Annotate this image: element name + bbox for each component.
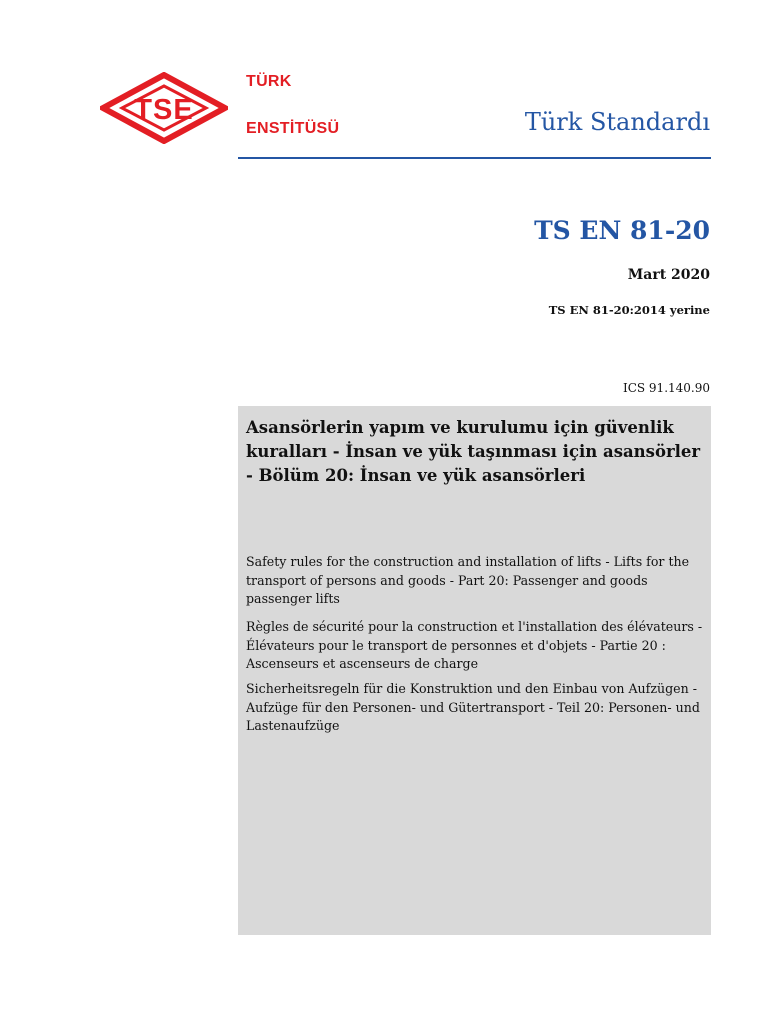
org-name-line2: ENSTİTÜSÜ xyxy=(246,120,340,137)
ics-code: ICS 91.140.90 xyxy=(622,381,710,395)
title-turkish: Asansörlerin yapım ve kurulumu için güvenlik kuralları - İnsan ve yük taşınması için asansörler - Bölüm 20: İnsan ve yük asansörleri xyxy=(246,418,701,485)
standard-date: Mart 2020 xyxy=(627,267,710,283)
replaces-note: TS EN 81-20:2014 yerine xyxy=(548,303,710,317)
org-name-line1: TÜRK xyxy=(246,73,292,90)
title-german: Sicherheitsregeln für die Konstruktion und den Einbau von Aufzügen - Aufzüge für den Personen- und Gütertransport - Teil 20: Personen- und Lastenaufzüge xyxy=(246,681,700,733)
title-panel xyxy=(238,406,711,935)
tse-logo-icon xyxy=(100,72,228,144)
title-french: Règles de sécurité pour la construction et l'installation des élévateurs - Élévateurs pour le transport de personnes et d'objets - Partie 20 : Ascenseurs et ascenseurs de charge xyxy=(246,619,703,671)
document-type-heading: Türk Standardı xyxy=(524,108,710,136)
title-english: Safety rules for the construction and installation of lifts - Lifts for the transport of persons and goods - Part 20: Passenger and goods passenger lifts xyxy=(246,554,690,606)
header-divider xyxy=(238,157,711,159)
logo-text: TSE xyxy=(134,94,194,126)
standard-number: TS EN 81-20 xyxy=(534,216,710,245)
